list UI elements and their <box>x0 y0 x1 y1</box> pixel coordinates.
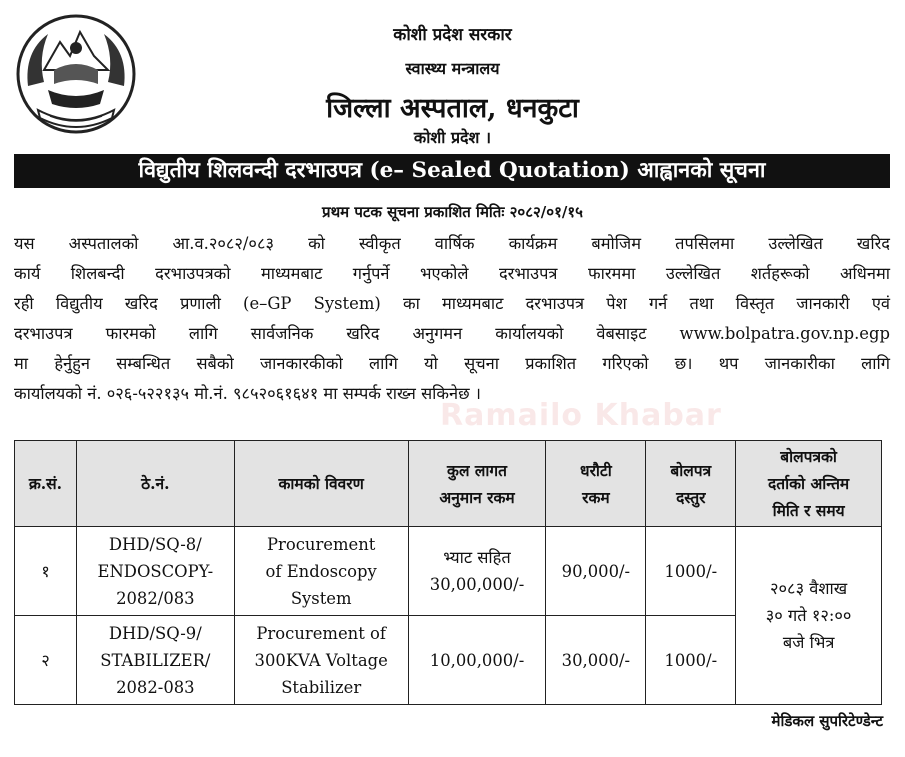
header-deposit-line: धरौटी <box>580 460 612 480</box>
office-name: जिल्ला अस्पताल, धनकुटा <box>326 93 579 124</box>
header-fee-line: दस्तुर <box>676 487 706 507</box>
notice-body <box>14 229 890 409</box>
cell-line: DHD/SQ-8/ <box>108 534 202 554</box>
header-deadline-line: बोलपत्रको <box>780 447 837 466</box>
cell-line: ENDOSCOPY- <box>97 561 214 581</box>
cell-deposit: 30,000/- <box>546 616 646 705</box>
cell-tender-no <box>76 527 234 616</box>
watermark: Ramailo Khabar <box>440 398 722 433</box>
header-deadline-line: मिति र समय <box>772 501 845 520</box>
body-line: यस अस्पतालको आ.व.२०८२/०८३ को स्वीकृत वार्षिक कार्यक्रम बमोजिम तपसिलमा उल्लेखित खरिद <box>14 234 890 253</box>
body-line: दरभाउपत्र फारमको लागि सार्वजनिक खरिद अनुगमन कार्यालयको वेबसाइट www.bolpatra.gov.np.egp <box>14 324 890 343</box>
cell-cost <box>408 527 546 616</box>
cell-line: 2082/083 <box>116 588 195 608</box>
header-fee-line: बोलपत्र <box>670 460 712 480</box>
cell-deposit: 90,000/- <box>546 527 646 616</box>
cell-sn: १ <box>15 527 77 616</box>
cell-line: 2082-083 <box>116 677 195 697</box>
cell-line: 30,00,000/- <box>429 575 525 594</box>
cell-fee: 1000/- <box>646 616 736 705</box>
header-deadline-line: दर्ताको अन्तिम <box>768 474 850 493</box>
cell-line: DHD/SQ-9/ <box>108 623 202 643</box>
cell-tender-no <box>76 616 234 705</box>
cell-line: of Endoscopy <box>265 561 377 581</box>
header-fee <box>646 441 736 527</box>
cell-line: Stabilizer <box>281 677 362 697</box>
header-deadline <box>736 441 882 527</box>
body-line: कार्यालयको नं. ०२६-५२२१३५ मो.नं. ९८५२०६१६४१ मा सम्पर्क राख्न सकिनेछ । <box>14 384 481 403</box>
government-name: कोशी प्रदेश सरकार <box>393 25 512 45</box>
ministry-name: स्वास्थ्य मन्त्रालय <box>405 59 500 78</box>
cell-sn: २ <box>15 616 77 705</box>
header-cost <box>408 441 546 527</box>
province-name: कोशी प्रदेश । <box>413 128 492 147</box>
table-row <box>15 527 882 616</box>
cell-line: Procurement of <box>256 623 386 643</box>
notice-title-banner: विद्युतीय शिलवन्दी दरभाउपत्र (e– Sealed Quotation) आह्वानको सूचना <box>14 154 890 188</box>
cell-line: Procurement <box>266 534 376 554</box>
header-cost-line: अनुमान रकम <box>439 487 515 507</box>
table-header-row <box>15 441 882 527</box>
header-cost-line: कुल लागत <box>447 460 507 480</box>
header-tender-no: ठे.नं. <box>76 441 234 527</box>
cell-line: ३० गते १२:०० <box>765 606 852 625</box>
header-deposit-line: रकम <box>582 487 610 507</box>
cell-line: 300KVA Voltage <box>254 650 388 670</box>
body-line: कार्य शिलबन्दी दरभाउपत्रको माध्यमबाट गर्नुपर्ने भएकोले दरभाउपत्र फारममा उल्लेखित शर्तहरूको अधिनमा <box>14 264 890 283</box>
cell-fee: 1000/- <box>646 527 736 616</box>
cell-description <box>234 616 408 705</box>
header-deposit <box>546 441 646 527</box>
quotation-table <box>14 440 882 705</box>
cell-line: System <box>290 588 352 608</box>
cell-line: भ्याट सहित <box>443 548 511 567</box>
signature-title: मेडिकल सुपरिटेण्डेन्ट <box>771 712 883 730</box>
cell-deadline <box>736 527 882 705</box>
body-line: मा हेर्नुहुन सम्बन्धित सबैको जानकारकीको लागि यो सूचना प्रकाशित गरिएको छ। थप जानकारीका लागि <box>14 354 890 373</box>
cell-line: STABILIZER/ <box>100 650 211 670</box>
published-date: प्रथम पटक सूचना प्रकाशित मितिः २०८२/०१/१५ <box>322 203 583 221</box>
header-description: कामको विवरण <box>234 441 408 527</box>
cell-line: बजे भित्र <box>782 633 835 652</box>
cell-description <box>234 527 408 616</box>
cell-line: २०८३ वैशाख <box>770 579 848 598</box>
body-line: रही विद्युतीय खरिद प्रणाली (e–GP System) का माध्यमबाट दरभाउपत्र पेश गर्न तथा विस्तृत जानकारी एवं <box>14 294 890 313</box>
header-sn: क्र.सं. <box>15 441 77 527</box>
cell-cost: 10,00,000/- <box>408 616 546 705</box>
